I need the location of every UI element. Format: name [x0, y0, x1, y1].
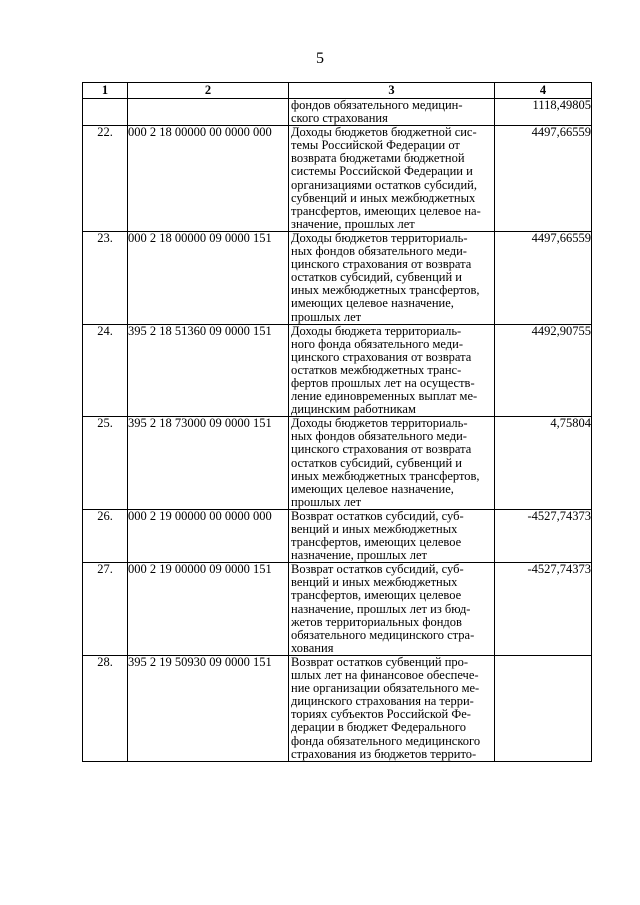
amount-value	[495, 655, 592, 761]
description-line: цинского страхования от возврата	[291, 349, 472, 364]
income-description	[289, 509, 495, 562]
income-description	[289, 417, 495, 510]
row-number: 26.	[83, 509, 128, 562]
description-line: остатков межбюджетных транс-	[291, 362, 462, 377]
row-number: 27.	[83, 563, 128, 656]
row-number: 28.	[83, 655, 128, 761]
description-line: назначение, прошлых лет из бюд-	[291, 601, 471, 616]
income-description	[289, 655, 495, 761]
amount-value: 4497,66559	[495, 231, 592, 324]
description-line: системы Российской Федерации и	[291, 164, 473, 179]
budget-classification-code: 000 2 19 00000 09 0000 151	[128, 563, 289, 656]
description-line: Доходы бюджетов территориаль-	[291, 230, 468, 245]
description-line: венций и иных межбюджетных	[291, 575, 458, 590]
description-line: темы Российской Федерации от	[291, 138, 460, 153]
row-number: 22.	[83, 126, 128, 232]
description-line: ного фонда обязательного меди-	[291, 336, 463, 351]
description-line: имеющих целевое назначение,	[291, 481, 454, 496]
table-row	[83, 563, 592, 656]
description-line: Доходы бюджетов бюджетной сис-	[291, 125, 477, 140]
income-description	[289, 99, 495, 126]
description-line: шлых лет на финансовое обеспече-	[291, 668, 479, 683]
table-body	[83, 99, 592, 762]
row-number	[83, 99, 128, 126]
budget-classification-code: 000 2 18 00000 09 0000 151	[128, 231, 289, 324]
description-line: ние организации обязательного ме-	[291, 681, 480, 696]
description-line: возврата бюджетами бюджетной	[291, 151, 465, 166]
description-line: обязательного медицинского стра-	[291, 627, 475, 642]
budget-classification-code: 000 2 18 00000 00 0000 000	[128, 126, 289, 232]
table-row	[83, 324, 592, 417]
amount-value: 4,75804	[495, 417, 592, 510]
table-row	[83, 417, 592, 510]
row-number: 24.	[83, 324, 128, 417]
row-number: 23.	[83, 231, 128, 324]
amount-value: 4497,66559	[495, 126, 592, 232]
budget-classification-code: 395 2 19 50930 09 0000 151	[128, 655, 289, 761]
description-line: ных фондов обязательного меди-	[291, 429, 467, 444]
description-line: Возврат остатков субсидий, суб-	[291, 508, 464, 523]
description-line: остатков субсидий, субвенций и	[291, 270, 462, 285]
column-header-description: 3	[289, 83, 495, 99]
description-line: дицинского страхования на терри-	[291, 694, 474, 709]
table-row	[83, 655, 592, 761]
description-line: Возврат остатков субсидий, суб-	[291, 562, 464, 577]
description-line: хования	[291, 640, 334, 655]
table-row	[83, 126, 592, 232]
description-line: ториях субъектов Российской Фе-	[291, 707, 471, 722]
budget-classification-code: 000 2 19 00000 00 0000 000	[128, 509, 289, 562]
description-line: трансфертов, имеющих целевое на-	[291, 203, 481, 218]
description-line: организациями остатков субсидий,	[291, 177, 477, 192]
row-number: 25.	[83, 417, 128, 510]
description-line: жетов территориальных фондов	[291, 614, 462, 629]
description-line: ского страхования	[291, 111, 388, 126]
description-line: фонда обязательного медицинского	[291, 733, 481, 748]
amount-value: -4527,74373	[495, 509, 592, 562]
description-line: цинского страхования от возврата	[291, 442, 472, 457]
description-line: иных межбюджетных трансфертов,	[291, 468, 480, 483]
description-line: Возврат остатков субвенций про-	[291, 654, 469, 669]
description-line: ных фондов обязательного меди-	[291, 244, 467, 259]
description-line: прошлых лет	[291, 309, 362, 324]
income-description	[289, 324, 495, 417]
description-line: трансфертов, имеющих целевое	[291, 588, 462, 603]
description-line: Доходы бюджетов территориаль-	[291, 416, 468, 431]
description-line: значение, прошлых лет	[291, 216, 415, 231]
description-line: дицинским работникам	[291, 402, 416, 417]
description-line: фондов обязательного медицин-	[291, 98, 463, 112]
description-line: Доходы бюджета территориаль-	[291, 323, 462, 338]
table-row	[83, 99, 592, 126]
description-line: венций и иных межбюджетных	[291, 522, 458, 536]
budget-table	[82, 82, 592, 762]
table-row	[83, 509, 592, 562]
income-description	[289, 126, 495, 232]
column-header-amount: 4	[495, 83, 592, 99]
description-line: ление единовременных выплат ме-	[291, 389, 478, 404]
table-row	[83, 231, 592, 324]
description-line: назначение, прошлых лет	[291, 548, 427, 563]
amount-value: 1118,49805	[495, 99, 592, 126]
description-line: субвенций и иных межбюджетных	[291, 190, 476, 205]
amount-value: 4492,90755	[495, 324, 592, 417]
description-line: имеющих целевое назначение,	[291, 296, 454, 311]
description-line: фертов прошлых лет на осуществ-	[291, 375, 475, 390]
table-header-row	[83, 83, 592, 99]
description-line: трансфертов, имеющих целевое	[291, 535, 462, 550]
amount-value: -4527,74373	[495, 563, 592, 656]
description-line: иных межбюджетных трансфертов,	[291, 283, 480, 298]
income-description	[289, 231, 495, 324]
description-line: остатков субсидий, субвенций и	[291, 455, 462, 470]
description-line: страхования из бюджетов террито-	[291, 746, 477, 761]
description-line: цинского страхования от возврата	[291, 257, 472, 272]
income-description	[289, 563, 495, 656]
description-line: прошлых лет	[291, 494, 362, 509]
page-number: 5	[316, 50, 324, 67]
budget-classification-code: 395 2 18 73000 09 0000 151	[128, 417, 289, 510]
budget-classification-code	[128, 99, 289, 126]
column-header-code: 2	[128, 83, 289, 99]
column-header-number: 1	[83, 83, 128, 99]
description-line: дерации в бюджет Федерального	[291, 720, 466, 735]
budget-classification-code: 395 2 18 51360 09 0000 151	[128, 324, 289, 417]
